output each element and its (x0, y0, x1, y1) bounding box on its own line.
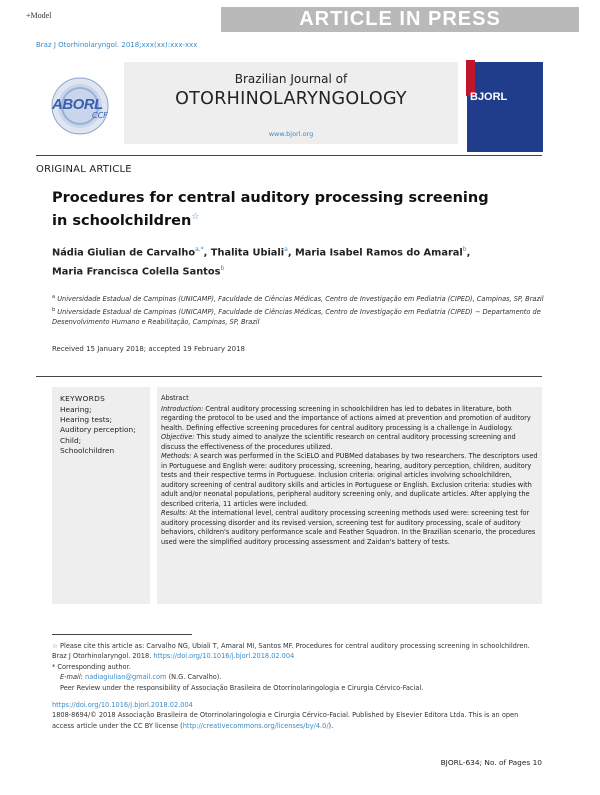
section-text: This study aimed to analyze the scientific research on central auditory processing screening and discuss the effectiveness of the procedures utilized. (161, 433, 516, 451)
affiliation-a (52, 292, 552, 305)
copyright-end: ). (328, 721, 334, 730)
title-line2: in schoolchildren (52, 212, 192, 229)
copyright-notice (52, 710, 542, 731)
article-type: ORIGINAL ARTICLE (36, 164, 132, 175)
corresponding-star: * (52, 662, 56, 671)
keyword-item: Hearing; (60, 405, 92, 414)
email-label: E-mail: (60, 673, 83, 682)
author-list (52, 242, 552, 281)
section-text: At the international level, central auditory processing screening methods used were: screening test for auditory processing disorder and its revised version, screening test for auditory processing, scale of auditory behaviors, children's auditory performance scale and Feather Squadron. In the Brazilian scenario, the procedures used were the simplified auditory processing assessment and Zaidan's battery of tests. (161, 509, 536, 546)
citation-note (52, 641, 542, 662)
keyword-item: Auditory perception; (60, 425, 136, 435)
author-1-sup[interactable]: a,* (195, 246, 204, 253)
journal-name-line2: OTORHINOLARYNGOLOGY (175, 89, 407, 109)
aborl-logo-subtext: CCF (92, 111, 108, 120)
affiliations (52, 292, 552, 328)
affiliation-b (52, 305, 552, 328)
journal-url[interactable]: www.bjorl.org (268, 130, 314, 138)
aborl-logo-text: ABORL (52, 96, 103, 113)
received-dates: Received 15 January 2018; accepted 19 February 2018 (52, 345, 246, 353)
journal-name-line1: Brazilian Journal of (234, 72, 348, 86)
journal-cover (467, 62, 543, 152)
affiliation-a-text: Universidade Estadual de Campinas (UNICAMP), Faculdade de Ciências Médicas, Centro de Investigação em Pediatria (CIPED), Campinas, SP, Brazil (57, 295, 544, 304)
keyword-item: Child; (60, 435, 82, 445)
author-2: Thalita Ubiali (210, 247, 285, 259)
author-3-sup[interactable]: b (462, 246, 467, 253)
author-sep: , (203, 247, 211, 259)
title-line1: Procedures for central auditory processing screening (52, 190, 489, 206)
footnotes (52, 641, 542, 693)
footnote-star: ☆ (52, 642, 58, 650)
article-in-press-banner: ARTICLE IN PRESS (221, 7, 579, 32)
header-divider (36, 155, 542, 156)
section-label: Results: (161, 509, 188, 517)
abstract-introduction (161, 405, 539, 434)
keyword-item: Schoolchildren (60, 445, 115, 455)
keywords-list (60, 405, 136, 456)
citation-text: Please cite this article as: Carvalho NG, Ubiali T, Amaral MI, Santos MF. Procedures for central auditory processing screening in schoolchildren. Braz J Otorhinolaryngol. 2018. (52, 642, 530, 661)
author-4: Maria Francisca Colella Santos (52, 266, 221, 278)
email-note (52, 672, 542, 682)
abstract-objective (161, 433, 539, 452)
copyright-text: 1808-8694/© 2018 Associação Brasileira de Otorrinolaringologia e Cirurgia Cérvico-Facial. Published by Elsevier Editora Ltda. This is an open access article under the CC BY license ( (52, 711, 519, 730)
email-link[interactable]: nadiagiulian@gmail.com (85, 673, 167, 682)
model-label: +Model (26, 11, 52, 20)
bottom-info (52, 700, 542, 731)
author-4-sup[interactable]: b (220, 265, 225, 273)
corresponding-text: Corresponding author. (57, 662, 131, 671)
section-text: A search was performed in the SciELO and PUBMed databases by two researchers. The descriptors used in Portuguese and English were: auditory processing, screening, hearing, auditory perception, children, auditory tests and their respective terms in Portuguese. Inclusion criteria: original articles involving schoolchildren, auditory screening of central auditory skills and articles in Portuguese or English. Exclusion criteria: studies with adult and/or neonatal populations, peripheral auditory screening only, and duplicate articles. After applying the described criteria, 11 articles were included. (161, 452, 538, 508)
keyword-item: Hearing tests; (60, 415, 112, 425)
author-2-sup[interactable]: a (284, 246, 288, 253)
cover-title: BJORL (470, 91, 508, 103)
corresponding-note (52, 662, 542, 672)
abstract-methods (161, 452, 539, 509)
email-owner: (N.G. Carvalho). (166, 673, 222, 682)
affiliation-b-sup: b (52, 306, 56, 313)
abstract-top-divider (36, 376, 542, 377)
author-1: Nádia Giulian de Carvalho (52, 247, 196, 259)
abstract-heading: Abstract (161, 394, 189, 402)
title-footnote-star[interactable]: ☆ (191, 212, 200, 222)
article-title (52, 189, 522, 231)
page-info: BJORL-634; No. of Pages 10 (440, 758, 542, 767)
section-text: Central auditory processing screening in schoolchildren has led to debates in literature, both regarding the protocol to be used and the importance of actions aimed at prevention and promotion of auditory health. Defining effective screening procedures for central auditory processing is a challenge in Audiology. (161, 404, 531, 432)
affiliation-a-sup: a (52, 294, 56, 300)
keywords-heading: KEYWORDS (60, 394, 106, 403)
author-3: Maria Isabel Ramos do Amaral (294, 247, 463, 259)
article-doi-link[interactable]: https://doi.org/10.1016/j.bjorl.2018.02.004 (52, 701, 193, 709)
footnote-divider (52, 634, 192, 635)
abstract-results (161, 509, 539, 547)
affiliation-b-text: Universidade Estadual de Campinas (UNICAMP), Faculdade de Ciências Médicas, Centro de Investigação em Pediatria (CIPED) − Departamento de Desenvolvimento Humano e Reabilitação, Campinas, SP, Brazil (52, 307, 541, 327)
citation-doi-link[interactable]: https://doi.org/10.1016/j.bjorl.2018.02.004 (153, 652, 295, 661)
license-link[interactable]: http://creativecommons.org/licenses/by/4.0/ (182, 721, 329, 730)
section-label: Introduction: (161, 404, 204, 413)
abstract (161, 394, 539, 547)
author-sep: , (466, 247, 471, 259)
section-label: Objective: (161, 433, 195, 441)
peer-review-note: Peer Review under the responsibility of Associação Brasileira de Otorrinolaringologia e Cirurgia Cérvico-Facial. (60, 683, 424, 692)
journal-reference[interactable]: Braz J Otorhinolaryngol. 2018;xxx(xx):xxx-xxx (36, 41, 198, 49)
section-label: Methods: (161, 452, 192, 460)
author-sep: , (287, 247, 295, 259)
